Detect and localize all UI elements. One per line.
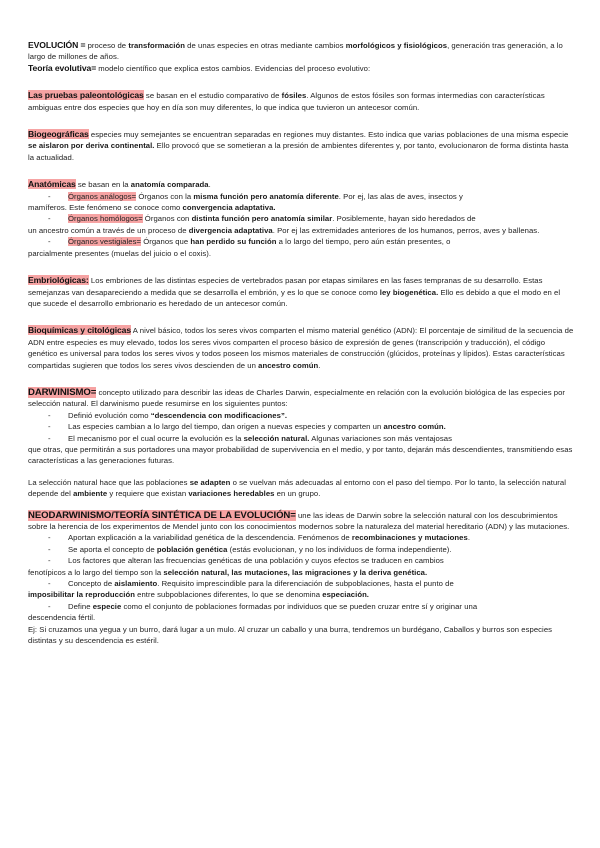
bold-text: aislamiento	[114, 579, 158, 589]
text-run: .	[467, 533, 471, 543]
text-run: Los factores que alteran las frecuencias genéticas de una población y cuyos efectos se traducen en cambios	[68, 556, 444, 566]
bold-text: ancestro común	[258, 360, 319, 370]
text-run: Concepto de	[68, 579, 115, 589]
bullet-dash: -	[48, 556, 51, 566]
text-run: .	[318, 360, 321, 370]
paragraph	[28, 325, 574, 371]
bold-text: fósiles	[281, 91, 307, 101]
paragraph	[28, 510, 574, 533]
text-run: El mecanismo por el cual ocurre la evolución es la	[68, 433, 244, 443]
text-run: un ancestro común a través de un proceso de	[28, 225, 189, 235]
paragraph-spacer	[28, 259, 574, 269]
bold-text: población genética	[156, 544, 228, 554]
text-run: Las especies cambian a lo largo del tiempo, dan origen a nuevas especies y comparten un	[68, 422, 384, 432]
bullet-dash: -	[48, 579, 51, 589]
text-run: , generación tras generación, a lo largo de millones de años.	[28, 41, 563, 62]
text-run: Órganos con	[142, 214, 192, 224]
text-run: que otras, que permitirán a sus portadores una mayor probabilidad de supervivencia en el medio, y por tanto, dejarán más descendientes, transmitiendo esas características a las generaciones futuras.	[28, 444, 573, 466]
text-run: La selección natural hace que las poblaciones	[28, 477, 190, 487]
text-run: como el conjunto de poblaciones formadas por individuos que se pueden cruzar entre sí y originar una	[121, 601, 478, 611]
list-item	[28, 191, 574, 202]
text-run: descendencia fértil.	[28, 613, 96, 623]
bold-text: morfológicos y fisiológicos	[345, 41, 448, 50]
text-run: en un grupo.	[274, 489, 321, 499]
bold-text: divergencia adaptativa	[188, 225, 273, 235]
list-item-continuation	[28, 567, 574, 578]
list-item-continuation	[28, 589, 574, 600]
text-run: concepto utilizado para describir las ideas de Charles Darwin, especialmente en relación con la evolución biológica de las especies por selección natural. El darwinismo puede resumirse en los siguientes puntos:	[28, 387, 566, 409]
bullet-dash: -	[48, 533, 51, 543]
text-run: Algunas variaciones son más ventajosas	[309, 433, 452, 443]
bullet-dash: -	[48, 191, 51, 201]
text-run: Órganos que	[141, 237, 191, 247]
bullet-dash: -	[48, 422, 51, 432]
text-run: se basan en la	[75, 180, 131, 190]
highlighted-term: NEODARWINISMO/TEORÍA SINTÉTICA DE LA EVOLUCIÓN=	[28, 509, 296, 521]
text-run: Se aporta el concepto de	[68, 544, 157, 554]
text-run: . Requisito imprescindible para la diferenciación de subpoblaciones, hasta el punto de	[157, 579, 454, 589]
highlighted-term: Las pruebas paleontológicas	[28, 90, 144, 101]
text-run: mamíferos. Este fenómeno se conoce como	[28, 203, 183, 213]
text-run: une las ideas de Darwin sobre la selección natural con los descubrimientos sobre la herencia de los experimentos de Mendel junto con los conocimientos modernos sobre la naturaleza del material hereditario (ADN) y las mutaciones.	[28, 510, 570, 531]
text-run: . Por ej, las alas de aves, insectos y	[338, 191, 463, 201]
bullet-dash: -	[48, 214, 51, 224]
text-run: . Por ej las extremidades anteriores de los humanos, perros, aves y ballenas.	[272, 225, 540, 235]
bold-text: “descendencia con modificaciones”.	[150, 410, 288, 420]
paragraph-spacer	[28, 500, 574, 510]
paragraph-spacer	[28, 371, 574, 381]
bold-text: misma función pero anatomía diferente	[193, 191, 339, 201]
list-item	[28, 433, 574, 444]
bullet-dash: -	[48, 544, 51, 554]
highlighted-term: Órganos vestigiales=	[68, 237, 142, 247]
bold-text: convergencia adaptativa.	[182, 203, 276, 213]
bold-text: variaciones heredables	[188, 489, 275, 499]
list-item	[28, 213, 574, 224]
bold-text: transformación	[128, 41, 185, 50]
list-item	[28, 532, 574, 543]
list-item	[28, 601, 574, 612]
paragraph-spacer	[28, 163, 574, 173]
text-run: se basan en el estudio comparativo de	[143, 91, 282, 101]
list-item	[28, 555, 574, 566]
highlighted-term: DARWINISMO=	[28, 386, 97, 398]
paragraph	[28, 275, 574, 309]
highlighted-term: Órganos análogos=	[68, 191, 137, 201]
text-run: proceso de	[85, 41, 129, 50]
list-item	[28, 421, 574, 432]
list-item	[28, 410, 574, 421]
highlighted-term: Bioquímicas y citológicas	[28, 325, 132, 336]
bold-text: selección natural.	[243, 433, 310, 443]
list-item	[28, 544, 574, 555]
list-item-continuation	[28, 248, 574, 259]
bold-text: se adapten	[189, 477, 231, 487]
paragraph	[28, 387, 574, 410]
text-run: . Posiblemente, hayan sido heredados de	[332, 214, 476, 224]
highlighted-term: Órganos homólogos=	[68, 214, 143, 224]
paragraph-spacer	[28, 467, 574, 477]
bold-text: ambiente	[73, 489, 108, 499]
text-run: A nivel básico, todos los seres vivos comparten el mismo material genético (ADN): El porcentaje de similitud de la secuencia de ADN entre especies es muy elevado, todos los seres vivos comparten el proceso básico de expresión de genes (transcripción y traducción), el código genético es universal para todos los seres vivos y todos poseen los mismos materiales de construcción (glúcidos, proteínas y lípidos). Estas características compartidas sugieren que todos los seres vivos descienden de un	[28, 326, 574, 370]
paragraph	[28, 63, 574, 74]
bold-text: distinta función pero anatomía similar	[191, 214, 333, 224]
text-run: fenotípicos a lo largo del tiempo son la	[28, 567, 164, 577]
bold-text: anatomía comparada	[130, 180, 209, 190]
text-run: Definió evolución como	[68, 410, 151, 420]
text-run: . Algunos de estos fósiles son formas intermedias con características ambiguas entre dos especies que hoy en día son muy diferentes, lo que indica que tuvieron un antecesor común.	[28, 91, 545, 112]
list-item-continuation	[28, 225, 574, 236]
bold-text: ley biogenética.	[379, 287, 439, 297]
text-run: Ello provocó que se sometieran a la presión de ambientes diferentes y, por tanto, evolucionaron de forma distinta hasta la actualidad.	[28, 141, 569, 162]
bold-text: ancestro común.	[383, 422, 446, 432]
text-run: a lo largo del tiempo, pero aún están presentes, o	[276, 237, 451, 247]
paragraph	[28, 90, 574, 113]
text-run: Ello es debido a que el modo en el que sucede el desarrollo embrionario es heredado de un antecesor común.	[28, 287, 561, 308]
list-item	[28, 578, 574, 589]
paragraph-spacer	[28, 309, 574, 319]
text-run: o se vuelvan más adecuadas al entorno con el paso del tiempo. Por lo tanto, la selección natural depende del	[28, 477, 567, 499]
highlighted-term: Anatómicas	[28, 179, 76, 190]
highlighted-term: Biogeográficas	[28, 129, 89, 140]
paragraph	[28, 129, 574, 163]
list-item-continuation	[28, 444, 574, 467]
list-item	[28, 236, 574, 247]
paragraph-spacer	[28, 74, 574, 84]
text-run: Los embriones de las distintas especies de vertebrados pasan por etapas similares en las fases tempranas de su desarrollo. Estas semejanzas van desapareciendo a medida que se desarrolla el embrión, y es lo que se conoce como	[28, 276, 543, 297]
bold-text: se aislaron por deriva continental.	[28, 141, 155, 151]
bold-text: imposibilitar la reproducción	[28, 590, 135, 600]
text-run: (estás evolucionan, y no los individuos de forma independiente).	[227, 544, 452, 554]
text-run: especies muy semejantes se encuentran separadas en regiones muy distantes. Esto indica que varias poblaciones de una misma especie	[88, 130, 569, 140]
text-run: parcialmente presentes (muelas del juicio o el coxis).	[28, 248, 212, 258]
text-run: Ej: Si cruzamos una yegua y un burro, dará lugar a un mulo. Al cruzar un caballo y una burra, tendremos un burdégano, Caballos y burros son especies distintas y su descendencia es estéril.	[28, 624, 553, 646]
bullet-dash: -	[48, 433, 51, 443]
bold-text: recombinaciones y mutaciones	[351, 533, 468, 543]
bullet-dash: -	[48, 410, 51, 420]
text-run: y requiere que existan	[107, 489, 189, 499]
paragraph-spacer	[28, 113, 574, 123]
text-run: .	[208, 180, 211, 190]
bold-text: selección natural, las mutaciones, las migraciones y la deriva genética.	[163, 567, 428, 577]
paragraph	[28, 477, 574, 500]
bullet-dash: -	[48, 601, 51, 611]
bold-text: han perdido su función	[190, 237, 277, 247]
text-run: modelo científico que explica estos cambios. Evidencias del proceso evolutivo:	[96, 63, 371, 73]
list-item-continuation	[28, 612, 574, 623]
highlighted-term: Embriológicas:	[28, 275, 89, 286]
paragraph	[28, 40, 574, 63]
bold-text: especiación.	[322, 590, 369, 600]
text-run: Define	[68, 601, 93, 611]
text-run: Aportan explicación a la variabilidad genética de la descendencia. Fenómenos de	[68, 533, 352, 543]
list-item-continuation	[28, 202, 574, 213]
bold-text: EVOLUCIÓN =	[28, 40, 86, 50]
text-run: de unas especies en otras mediante cambios	[185, 41, 346, 50]
paragraph	[28, 624, 574, 647]
text-run: Órganos con la	[136, 191, 194, 201]
paragraph	[28, 179, 574, 190]
bold-text: especie	[92, 601, 122, 611]
bullet-dash: -	[48, 237, 51, 247]
text-run: entre subpoblaciones diferentes, lo que se denomina	[134, 590, 323, 600]
bold-text: Teoría evolutiva=	[28, 62, 97, 73]
